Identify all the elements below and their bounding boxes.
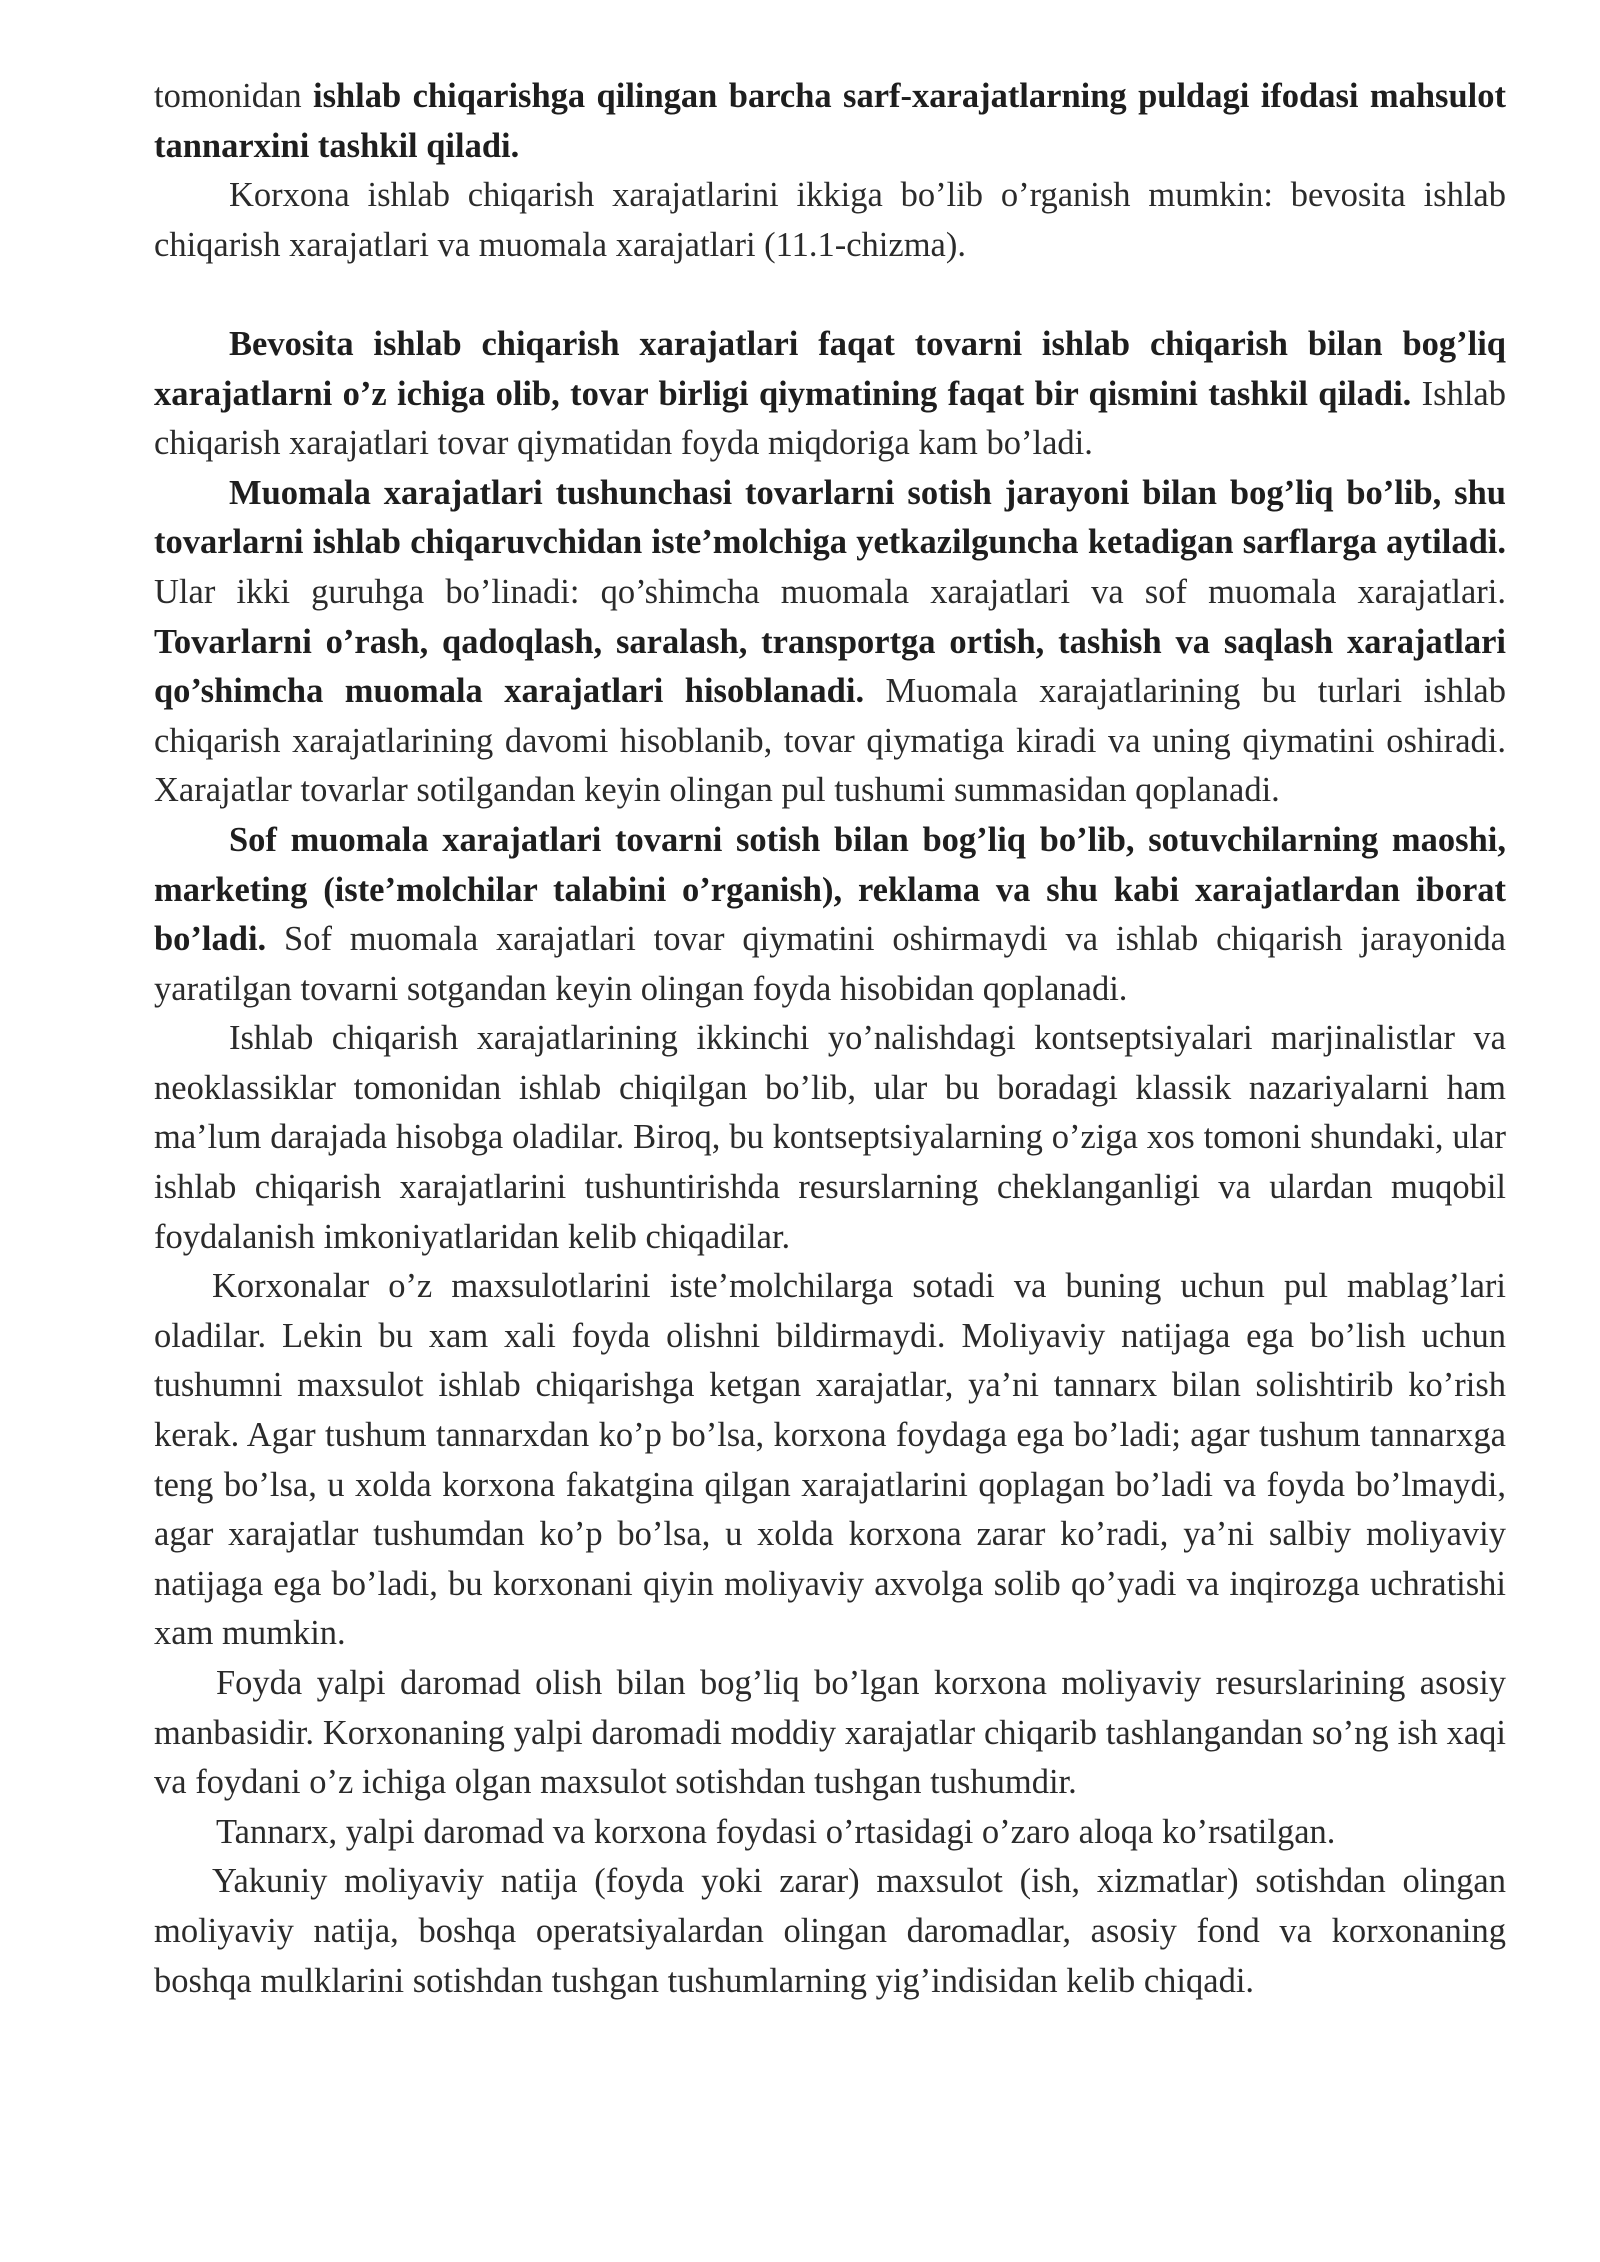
text-segment: Tannarx, yalpi daromad va korxona foydasi o’rtasidagi o’zaro aloqa ko’rsatilgan. (216, 1812, 1336, 1851)
paragraph-spacer (154, 270, 1506, 320)
text-segment: Ular ikki guruhga bo’linadi: qo’shimcha muomala xarajatlari va sof muomala xarajatlari. (154, 572, 1506, 611)
paragraph (154, 1262, 1506, 1659)
text-segment: Yakuniy moliyaviy natija (foyda yoki zarar) maxsulot (ish, xizmatlar) sotishdan olingan moliyaviy natija, boshqa operatsiyalardan olingan daromadlar, asosiy fond va korxonaning boshqa mulklarini sotishdan tushgan tushumlarning yig’indisidan kelib chiqadi. (154, 1862, 1506, 2000)
bold-text-segment: Tovarlarni o’rash, qadoqlash, saralash, transportga ortish, tashish va saqlash xarajatlari qo’shimcha muomala xarajatlari hisoblanadi. (154, 622, 1506, 711)
paragraph (154, 1014, 1506, 1262)
text-segment: Korxonalar o’z maxsulotlarini iste’molchilarga sotadi va buning uchun pul mablag’lari oladilar. Lekin bu xam xali foyda olishni bildirmaydi. Moliyaviy natijaga ega bo’lish uchun tushumni maxsulot ishlab chiqarishga ketgan xarajatlar, ya’ni tannarx bilan solishtirib ko’rish kerak. Agar tushum tannarxdan ko’p bo’lsa, korxona foydaga ega bo’ladi; agar tushum tannarxga teng bo’lsa, u xolda korxona fakatgina qilgan xarajatlarini qoplagan bo’ladi va foyda bo’lmaydi, agar xarajatlar tushumdan ko’p bo’lsa, u xolda korxona zarar ko’radi, ya’ni salbiy moliyaviy natijaga ega bo’ladi, bu korxonani qiyin moliyaviy axvolga solib qo’yadi va inqirozga uchratishi xam mumkin. (154, 1267, 1506, 1653)
document-body (154, 72, 1506, 2006)
text-segment: Ishlab chiqarish xarajatlarining ikkinchi yo’nalishdagi kontseptsiyalari marjinalistlar va neoklassiklar tomonidan ishlab chiqilgan bo’lib, ular bu boradagi klassik nazariyalarni ham ma’lum darajada hisobga oladilar. Biroq, bu kontseptsiyalarning o’ziga xos tomoni shundaki, ular ishlab chiqarish xarajatlarini tushuntirishda resurslarning cheklanganligi va ulardan muqobil foydalanish imkoniyatlaridan kelib chiqadilar. (154, 1019, 1506, 1256)
paragraph (154, 1659, 1506, 1808)
bold-text-segment: Bevosita ishlab chiqarish xarajatlari faqat tovarni ishlab chiqarish bilan bog’liq xarajatlarni o’z ichiga olib, tovar birligi qiymatining faqat bir qismini tashkil qiladi. (154, 324, 1506, 413)
bold-text-segment: ishlab chiqarishga qilingan barcha sarf-xarajatlarning puldagi ifodasi mahsulot tannarxini tashkil qiladi. (154, 77, 1506, 165)
text-segment: Foyda yalpi daromad olish bilan bog’liq bo’lgan korxona moliyaviy resurslarining asosiy manbasidir. Korxonaning yalpi daromadi moddiy xarajatlar chiqarib tashlangandan so’ng ish xaqi va foydani o’z ichiga olgan maxsulot sotishdan tushgan tushumdir. (154, 1664, 1506, 1802)
paragraph (154, 1857, 1506, 2006)
document-page (154, 72, 1506, 2006)
paragraph (154, 171, 1506, 270)
paragraph (154, 816, 1506, 1014)
text-segment: tomonidan (154, 77, 313, 115)
text-segment: Ishlab chiqarish xarajatlari tovar qiymatidan foyda miqdoriga kam bo’ladi. (154, 374, 1506, 463)
paragraph (154, 469, 1506, 816)
text-segment: Sof muomala xarajatlari tovar qiymatini oshirmaydi va ishlab chiqarish jarayonida yaratilgan tovarni sotgandan keyin olingan foyda hisobidan qoplanadi. (154, 920, 1506, 1008)
bold-text-segment: Muomala xarajatlari tushunchasi tovarlarni sotish jarayoni bilan bog’liq bo’lib, shu tovarlarni ishlab chiqaruvchidan iste’molchiga yetkazilguncha ketadigan sarflarga aytiladi. (154, 473, 1506, 562)
bold-text-segment: Sof muomala xarajatlari tovarni sotish bilan bog’liq bo’lib, sotuvchilarning maoshi, marketing (iste’molchilar talabini o’rganish), reklama va shu kabi xarajatlardan iborat bo’ladi. (154, 820, 1506, 959)
text-segment: Korxona ishlab chiqarish xarajatlarini ikkiga bo’lib o’rganish mumkin: bevosita ishlab chiqarish xarajatlari va muomala xarajatlari (11.1-chizma). (154, 176, 1506, 264)
paragraph (154, 1808, 1506, 1858)
paragraph (154, 320, 1506, 469)
paragraph (154, 72, 1506, 171)
text-segment: Muomala xarajatlarining bu turlari ishlab chiqarish xarajatlarining davomi hisoblanib, tovar qiymatiga kiradi va uning qiymatini oshiradi. Xarajatlar tovarlar sotilgandan keyin olingan pul tushumi summasidan qoplanadi. (154, 672, 1506, 810)
